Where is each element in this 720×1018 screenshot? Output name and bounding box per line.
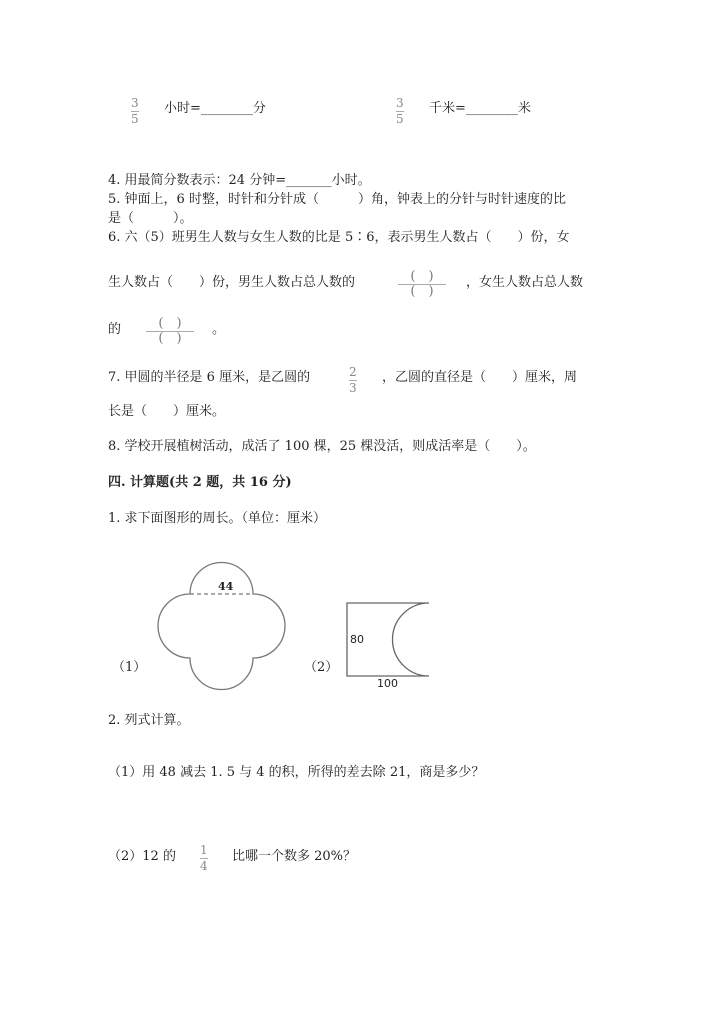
figure-1-dimension: 44	[218, 580, 234, 593]
question-5-line2: 是（ ）。	[108, 211, 193, 226]
question-6-line3a: 的	[108, 322, 122, 337]
question-6-line3b: 。	[212, 322, 226, 337]
blank-denominator: ( )	[410, 284, 434, 299]
denominator: 3	[349, 381, 357, 395]
figure-2-height: 80	[350, 633, 364, 646]
question-6-line2a: 生人数占（ ）份，男生人数占总人数的	[108, 275, 356, 290]
figure-2-width: 100	[377, 677, 398, 690]
problem-2-title: 2. 列式计算。	[108, 713, 190, 728]
section-4-title: 四. 计算题(共 2 题，共 16 分)	[108, 475, 292, 490]
question-7-line2: 长是（ ）厘米。	[108, 404, 226, 419]
problem-1-title: 1. 求下面图形的周长。（单位：厘米）	[108, 511, 327, 526]
q3-hours-text: 小时=________分	[164, 101, 266, 116]
question-6-line2b: ，女生人数占总人数	[466, 275, 584, 290]
numerator: 3	[131, 96, 139, 110]
numerator: 3	[396, 96, 404, 110]
blank-denominator: ( )	[158, 331, 182, 346]
blank-numerator: ( )	[410, 269, 434, 284]
question-6-line1: 6. 六（5）班男生人数与女生人数的比是 5∶6，表示男生人数占（ ）份，女	[108, 230, 570, 245]
question-8: 8. 学校开展植树活动，成活了 100 棵，25 棵没活，则成活率是（ ）。	[108, 439, 536, 454]
q3-km-text: 千米=________米	[429, 101, 531, 116]
blank-numerator: ( )	[158, 316, 182, 331]
problem-2-part-2-post: 比哪一个数多 20%？	[232, 849, 357, 864]
question-7-line1b: ，乙圆的直径是（ ）厘米，周	[382, 370, 578, 385]
denominator: 5	[396, 112, 404, 126]
problem-2-part-1: （1）用 48 减去 1. 5 与 4 的积，所得的差去除 21，商是多少？	[108, 765, 485, 780]
question-5-line1: 5. 钟面上，6 时整，时针和分针成（ ）角，钟表上的分针与时针速度的比	[108, 192, 566, 207]
figure-1-label: （1）	[112, 660, 147, 675]
question-7-line1a: 7. 甲圆的半径是 6 厘米，是乙圆的	[108, 370, 311, 385]
question-4: 4. 用最简分数表示：24 分钟=_______小时。	[108, 173, 371, 188]
problem-2-part-2-pre: （2）12 的	[108, 849, 176, 864]
fraction-one-quarter	[200, 844, 208, 873]
denominator: 5	[131, 112, 139, 126]
numerator: 1	[200, 843, 208, 857]
figure-2-label: （2）	[304, 660, 339, 675]
numerator: 2	[349, 365, 357, 379]
denominator: 4	[200, 859, 208, 873]
